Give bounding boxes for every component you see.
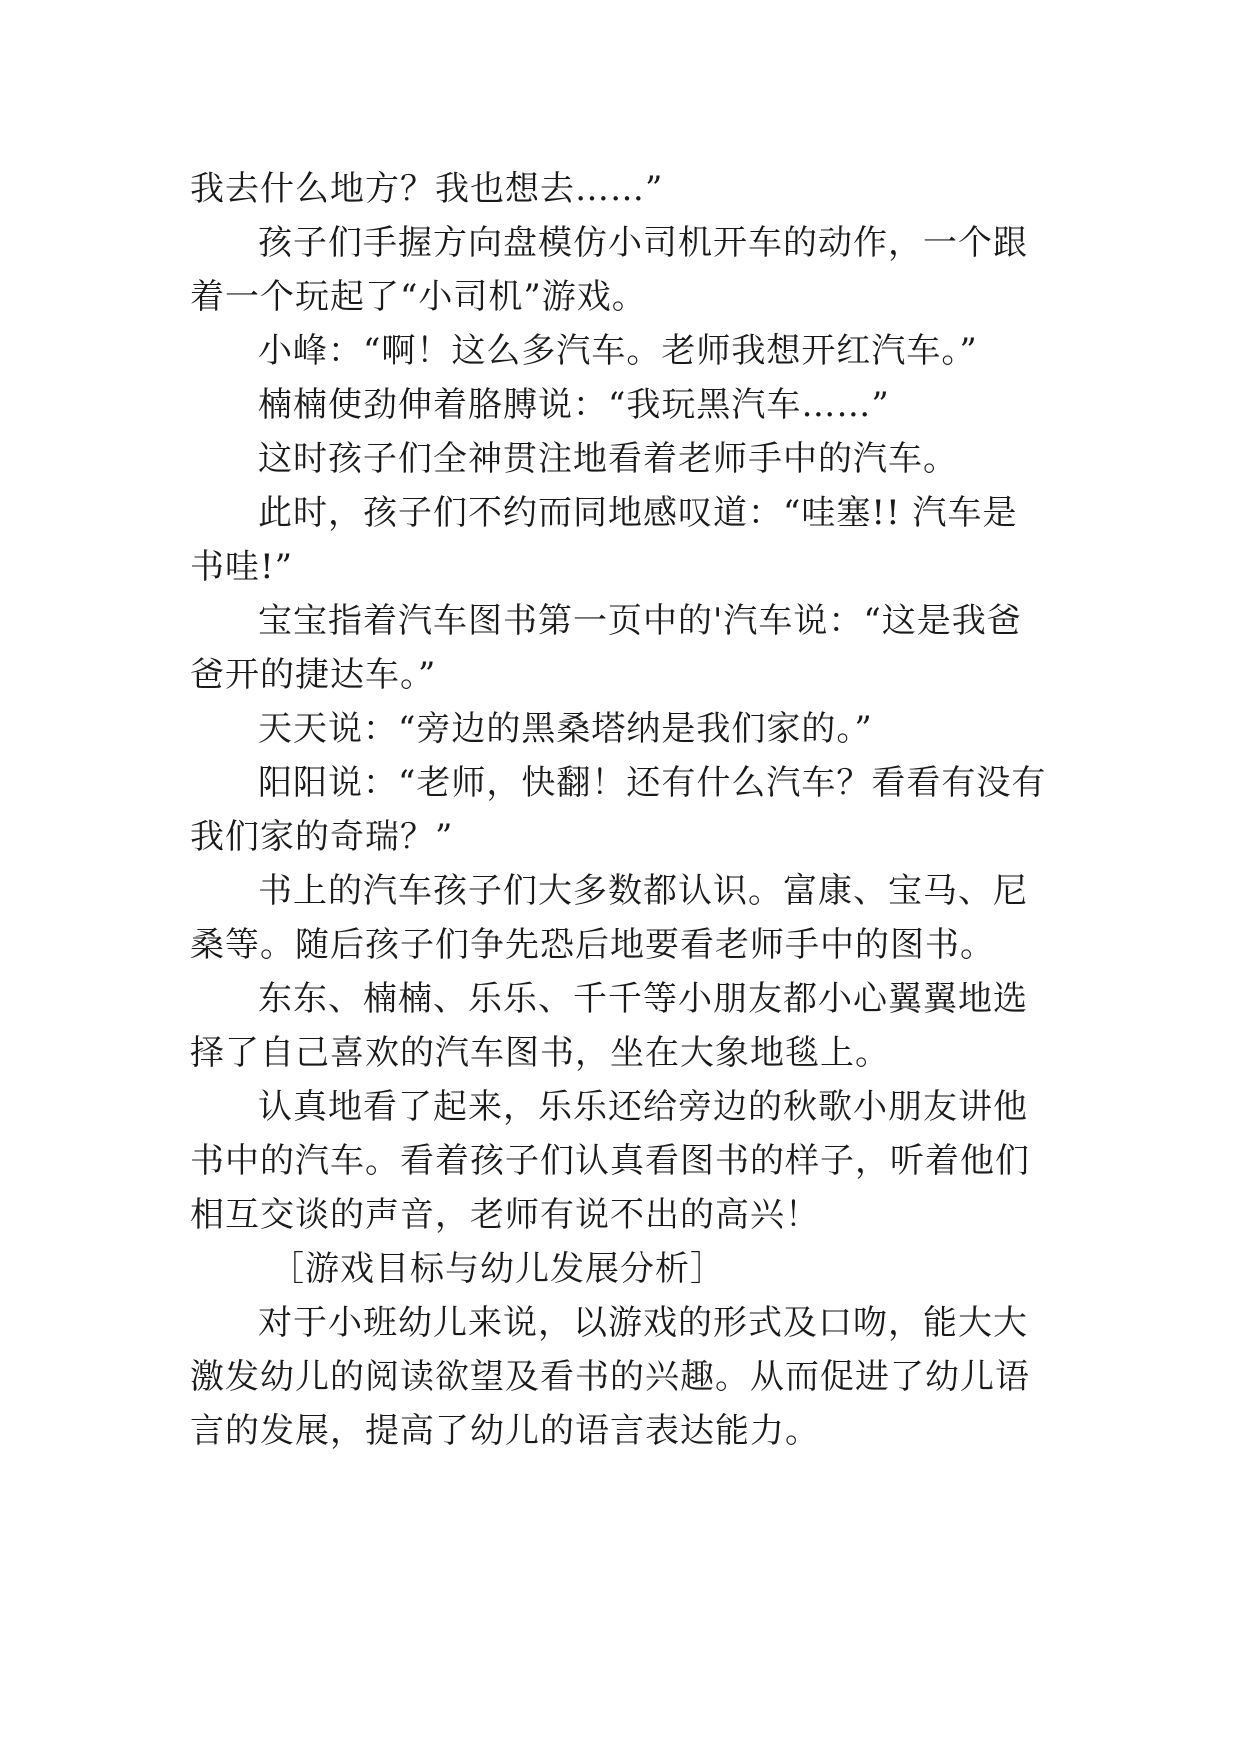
paragraph: 楠楠使劲伸着胳膊说：“我玩黑汽车……” xyxy=(258,385,890,425)
paragraph: 孩子们手握方向盘模仿小司机开车的动作，一个跟着一个玩起了“小司机”游戏。 xyxy=(190,223,1028,317)
paragraph: 东东、楠楠、乐乐、千千等小朋友都小心翼翼地选择了自己喜欢的汽车图书，坐在大象地毯上。 xyxy=(190,979,1028,1073)
paragraph: 小峰：“啊！这么多汽车。老师我想开红汽车。” xyxy=(258,331,978,371)
paragraph: 书上的汽车孩子们大多数都认识。富康、宝马、尼桑等。随后孩子们争先恐后地要看老师手中的图书。 xyxy=(190,871,1028,965)
paragraph: 天天说：“旁边的黑桑塔纳是我们家的。” xyxy=(258,709,873,749)
paragraph: 宝宝指着汽车图书第一页中的'汽车说：“这是我爸爸开的捷达车。” xyxy=(190,601,1022,695)
section-heading: ［游戏目标与幼儿发展分析］ xyxy=(270,1249,725,1289)
paragraph: 对于小班幼儿来说，以游戏的形式及口吻，能大大激发幼儿的阅读欲望及看书的兴趣。从而促进了幼儿语言的发展，提高了幼儿的语言表达能力。 xyxy=(190,1303,1030,1451)
paragraph: 阳阳说：“老师，快翻！还有什么汽车？看看有没有我们家的奇瑞？” xyxy=(190,763,1047,857)
document-body xyxy=(190,162,1052,1458)
paragraph: 认真地看了起来，乐乐还给旁边的秋歌小朋友讲他书中的汽车。看着孩子们认真看图书的样子，听着他们相互交谈的声音，老师有说不出的高兴！ xyxy=(190,1087,1030,1235)
paragraph: 这时孩子们全神贯注地看着老师手中的汽车。 xyxy=(258,439,958,479)
paragraph: 此时，孩子们不约而同地感叹道：“哇塞!! 汽车是书哇!” xyxy=(190,493,1018,587)
paragraph-continuation: 我去什么地方？我也想去……” xyxy=(190,169,664,209)
